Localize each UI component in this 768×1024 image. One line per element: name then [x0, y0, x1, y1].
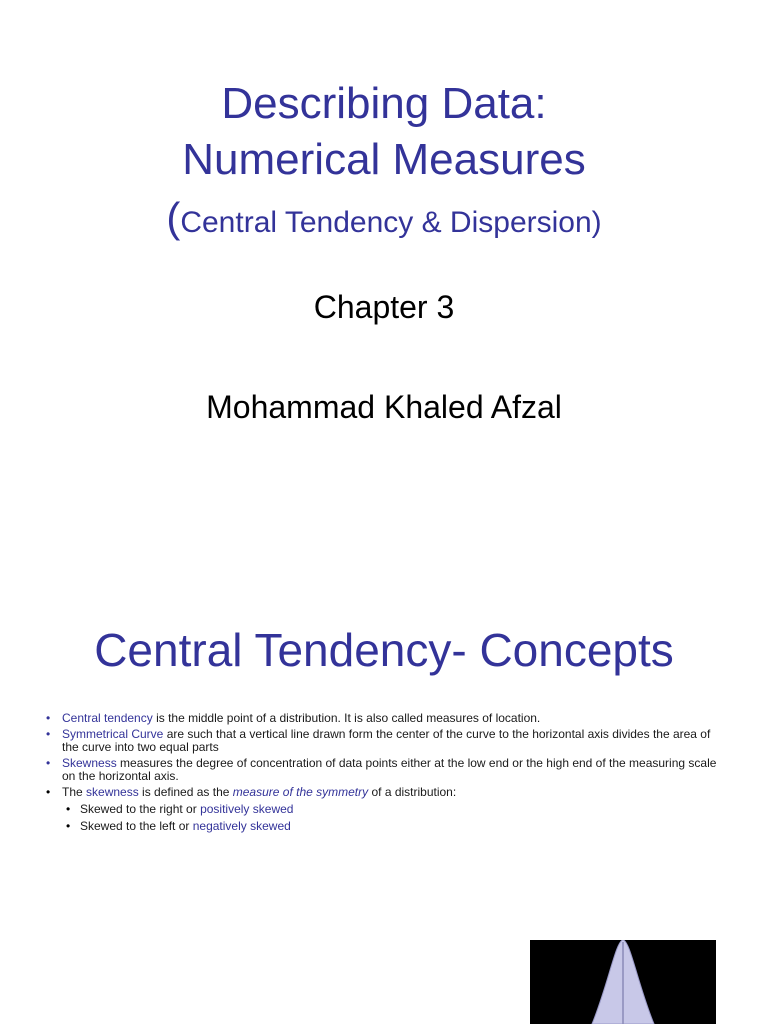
bullet-glyph: •	[66, 802, 71, 816]
term-positively-skewed: positively skewed	[200, 802, 294, 816]
bullet-text: measures the degree of concentration of data points either at the low end or the high end of the measuring scale on the horizontal axis.	[62, 756, 717, 783]
bullet-item	[46, 712, 722, 725]
slide-title: Central Tendency- Concepts	[94, 624, 674, 676]
bullet-glyph: •	[46, 785, 51, 799]
bullet-text: is the middle point of a distribution. It is also called measures of location.	[152, 711, 541, 725]
bullet-glyph: •	[46, 756, 51, 770]
bullet-item	[46, 757, 722, 783]
bullet-glyph: •	[46, 727, 51, 741]
bullet-suffix: of a distribution:	[368, 785, 457, 799]
subtitle-text: Central Tendency & Dispersion)	[180, 206, 602, 239]
subtitle-open-paren: (	[166, 194, 181, 241]
concepts-slide	[0, 560, 768, 1024]
symmetric-curve-figure	[530, 940, 716, 1024]
bullet-list	[46, 712, 722, 837]
sub-bullet-text: Skewed to the left or	[80, 819, 193, 833]
emphasis-measure-of-symmetry: measure of the symmetry	[232, 785, 369, 799]
title-line-2: Numerical Measures	[182, 135, 586, 184]
sub-bullet-item	[62, 820, 722, 833]
bullet-item	[46, 728, 722, 754]
symmetric-curve-graphic	[530, 940, 716, 1024]
bullet-glyph: •	[66, 819, 71, 833]
bullet-glyph: •	[46, 711, 51, 725]
bullet-middle: is defined as the	[138, 785, 233, 799]
term-skewness-2: skewness	[86, 785, 139, 799]
bullet-text: are such that a vertical line drawn form the center of the curve to the horizontal axis divides the area of the curve into two equal parts	[62, 727, 711, 754]
bullet-item	[46, 786, 722, 833]
chapter-label: Chapter 3	[313, 289, 455, 325]
term-central-tendency: Central tendency	[62, 711, 153, 725]
term-negatively-skewed: negatively skewed	[192, 819, 291, 833]
author-name: Mohammad Khaled Afzal	[206, 389, 562, 425]
subtitle	[0, 196, 768, 245]
sub-bullet-list	[62, 803, 722, 833]
sub-bullet-text: Skewed to the right or	[80, 802, 201, 816]
title-line-1: Describing Data:	[221, 79, 547, 128]
bullet-prefix: The	[62, 785, 87, 799]
term-symmetrical-curve: Symmetrical Curve	[62, 727, 164, 741]
sub-bullet-item	[62, 803, 722, 816]
term-skewness: Skewness	[62, 756, 117, 770]
